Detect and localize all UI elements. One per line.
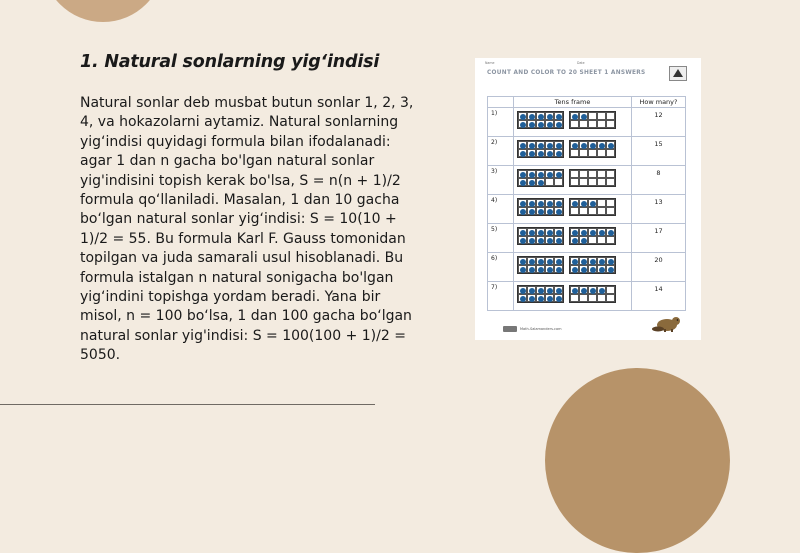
filled-dot-cell	[579, 236, 588, 244]
filled-dot-cell	[554, 199, 563, 207]
filled-dot-cell	[579, 141, 588, 149]
filled-dot-cell	[588, 199, 597, 207]
worksheet-date-label: Date	[577, 61, 585, 65]
filled-dot-cell	[536, 286, 545, 294]
filled-dot-cell	[545, 294, 554, 302]
table-row	[488, 253, 686, 282]
count-answer: 17	[632, 224, 686, 253]
filled-dot-cell	[536, 120, 545, 128]
filled-dot-cell	[527, 120, 536, 128]
filled-dot-cell	[597, 141, 606, 149]
filled-dot-cell	[545, 265, 554, 273]
filled-dot-cell	[606, 141, 615, 149]
tens-frame	[569, 111, 616, 129]
filled-dot-cell	[536, 265, 545, 273]
math-salamanders-logo-icon	[503, 326, 517, 332]
filled-dot-cell	[527, 170, 536, 178]
filled-dot-cell	[545, 257, 554, 265]
empty-cell	[606, 170, 615, 178]
filled-dot-cell	[554, 112, 563, 120]
empty-cell	[579, 207, 588, 215]
empty-cell	[570, 178, 579, 186]
worksheet-footer	[503, 326, 562, 332]
count-answer: 20	[632, 253, 686, 282]
decorative-circle-bottom	[545, 368, 730, 553]
filled-dot-cell	[545, 141, 554, 149]
filled-dot-cell	[536, 141, 545, 149]
tens-frame-table	[487, 96, 686, 311]
empty-cell	[606, 236, 615, 244]
tens-frame	[569, 198, 616, 216]
row-number: 4)	[488, 195, 514, 224]
filled-dot-cell	[554, 149, 563, 157]
table-header-frame: Tens frame	[514, 97, 632, 108]
empty-cell	[597, 170, 606, 178]
filled-dot-cell	[606, 265, 615, 273]
tens-frame	[569, 227, 616, 245]
row-number: 7)	[488, 282, 514, 311]
tens-frame	[517, 256, 564, 274]
filled-dot-cell	[588, 228, 597, 236]
filled-dot-cell	[518, 120, 527, 128]
empty-cell	[597, 178, 606, 186]
beaver-icon	[652, 312, 684, 334]
empty-cell	[597, 236, 606, 244]
filled-dot-cell	[518, 112, 527, 120]
empty-cell	[606, 149, 615, 157]
filled-dot-cell	[579, 228, 588, 236]
tens-frame	[517, 140, 564, 158]
empty-cell	[606, 199, 615, 207]
empty-cell	[570, 149, 579, 157]
worksheet-title: COUNT AND COLOR TO 20 SHEET 1 ANSWERS	[487, 70, 646, 76]
tens-frame	[517, 285, 564, 303]
filled-dot-cell	[606, 228, 615, 236]
tens-frames	[514, 108, 631, 129]
empty-cell	[570, 120, 579, 128]
filled-dot-cell	[606, 257, 615, 265]
filled-dot-cell	[527, 236, 536, 244]
filled-dot-cell	[518, 170, 527, 178]
table-row	[488, 137, 686, 166]
empty-cell	[588, 170, 597, 178]
empty-cell	[606, 120, 615, 128]
empty-cell	[588, 294, 597, 302]
tens-frame	[517, 169, 564, 187]
filled-dot-cell	[545, 236, 554, 244]
slide-body-text: Natural sonlar deb musbat butun sonlar 1, 2, 3, 4, va hokazolarni aytamiz. Natural sonlarning yig‘indisi quyidagi formula bilan ifodalanadi: agar 1 dan n gacha bo'lgan natural sonlar yig'indisini topish kerak bo'lsa, S = n(n + 1)/2 formula qo‘llaniladi. Masalan, 1 dan 10 gacha bo‘lgan natural sonlar yig‘indisi: S = 10(10 + 1)/2 = 55. Bu formula Karl F. Gauss tomonidan topilgan va juda samarali usul hisoblanadi. Bu formula istalgan n natural sonigacha bo'lgan yig‘indini topishga yordam beradi. Yana bir misol, n = 100 bo‘lsa, 1 dan 100 gacha bo‘lgan natural sonlar yig'indisi: S = 100(100 + 1)/2 = 5050.	[80, 95, 414, 364]
filled-dot-cell	[536, 170, 545, 178]
filled-dot-cell	[554, 236, 563, 244]
filled-dot-cell	[545, 149, 554, 157]
worksheet-image	[475, 58, 701, 340]
filled-dot-cell	[554, 286, 563, 294]
filled-dot-cell	[554, 257, 563, 265]
tens-frame	[569, 285, 616, 303]
filled-dot-cell	[545, 199, 554, 207]
filled-dot-cell	[570, 141, 579, 149]
tens-frame	[517, 227, 564, 245]
filled-dot-cell	[527, 257, 536, 265]
empty-cell	[570, 294, 579, 302]
count-answer: 14	[632, 282, 686, 311]
filled-dot-cell	[536, 294, 545, 302]
tens-frame	[517, 198, 564, 216]
empty-cell	[579, 294, 588, 302]
slide-title: 1. Natural sonlarning yig‘indisi	[80, 52, 380, 72]
tens-frame-table-body	[488, 108, 686, 311]
filled-dot-cell	[545, 286, 554, 294]
table-row	[488, 108, 686, 137]
tens-frame	[517, 111, 564, 129]
filled-dot-cell	[570, 236, 579, 244]
filled-dot-cell	[527, 207, 536, 215]
filled-dot-cell	[570, 257, 579, 265]
worksheet-name-label: Name	[485, 61, 495, 65]
filled-dot-cell	[570, 286, 579, 294]
tens-frames-cell	[514, 108, 632, 137]
empty-cell	[606, 294, 615, 302]
empty-cell	[606, 178, 615, 186]
filled-dot-cell	[545, 170, 554, 178]
filled-dot-cell	[545, 207, 554, 215]
tens-frames-cell	[514, 137, 632, 166]
filled-dot-cell	[536, 228, 545, 236]
empty-cell	[588, 120, 597, 128]
tens-frames-cell	[514, 195, 632, 224]
table-row	[488, 166, 686, 195]
filled-dot-cell	[579, 286, 588, 294]
filled-dot-cell	[527, 228, 536, 236]
empty-cell	[588, 207, 597, 215]
filled-dot-cell	[536, 112, 545, 120]
count-answer: 15	[632, 137, 686, 166]
filled-dot-cell	[554, 120, 563, 128]
empty-cell	[597, 294, 606, 302]
filled-dot-cell	[588, 257, 597, 265]
table-row	[488, 224, 686, 253]
filled-dot-cell	[527, 265, 536, 273]
filled-dot-cell	[579, 112, 588, 120]
empty-cell	[597, 207, 606, 215]
empty-cell	[588, 149, 597, 157]
empty-cell	[579, 178, 588, 186]
tens-frames	[514, 224, 631, 245]
filled-dot-cell	[545, 112, 554, 120]
filled-dot-cell	[518, 228, 527, 236]
count-answer: 13	[632, 195, 686, 224]
tens-frames	[514, 282, 631, 303]
empty-cell	[570, 170, 579, 178]
filled-dot-cell	[518, 141, 527, 149]
filled-dot-cell	[570, 265, 579, 273]
filled-dot-cell	[518, 178, 527, 186]
tens-frame	[569, 169, 616, 187]
filled-dot-cell	[570, 228, 579, 236]
empty-cell	[597, 120, 606, 128]
divider-line	[0, 404, 375, 405]
filled-dot-cell	[527, 112, 536, 120]
filled-dot-cell	[518, 265, 527, 273]
empty-cell	[579, 120, 588, 128]
filled-dot-cell	[545, 120, 554, 128]
tens-frames	[514, 137, 631, 158]
empty-cell	[606, 112, 615, 120]
filled-dot-cell	[579, 265, 588, 273]
empty-cell	[570, 207, 579, 215]
filled-dot-cell	[597, 228, 606, 236]
empty-cell	[606, 286, 615, 294]
filled-dot-cell	[570, 199, 579, 207]
tens-frames-cell	[514, 253, 632, 282]
filled-dot-cell	[554, 294, 563, 302]
empty-cell	[588, 236, 597, 244]
filled-dot-cell	[518, 207, 527, 215]
filled-dot-cell	[579, 199, 588, 207]
count-answer: 8	[632, 166, 686, 195]
table-header-count: How many?	[632, 97, 686, 108]
filled-dot-cell	[527, 286, 536, 294]
filled-dot-cell	[579, 257, 588, 265]
worksheet-logo-icon	[669, 66, 687, 81]
row-number: 2)	[488, 137, 514, 166]
filled-dot-cell	[518, 236, 527, 244]
tens-frames-cell	[514, 166, 632, 195]
tens-frames	[514, 253, 631, 274]
filled-dot-cell	[536, 178, 545, 186]
empty-cell	[606, 207, 615, 215]
filled-dot-cell	[518, 286, 527, 294]
table-row	[488, 195, 686, 224]
filled-dot-cell	[518, 149, 527, 157]
filled-dot-cell	[597, 265, 606, 273]
filled-dot-cell	[554, 170, 563, 178]
filled-dot-cell	[554, 207, 563, 215]
filled-dot-cell	[554, 141, 563, 149]
empty-cell	[545, 178, 554, 186]
filled-dot-cell	[527, 199, 536, 207]
filled-dot-cell	[527, 149, 536, 157]
empty-cell	[588, 178, 597, 186]
filled-dot-cell	[536, 257, 545, 265]
tens-frames-cell	[514, 224, 632, 253]
tens-frames-cell	[514, 282, 632, 311]
filled-dot-cell	[518, 294, 527, 302]
tens-frame	[569, 256, 616, 274]
filled-dot-cell	[545, 228, 554, 236]
table-row	[488, 282, 686, 311]
count-answer: 12	[632, 108, 686, 137]
filled-dot-cell	[588, 286, 597, 294]
filled-dot-cell	[518, 257, 527, 265]
empty-cell	[579, 149, 588, 157]
worksheet-footer-text: Math-Salamanders.com	[520, 327, 562, 331]
empty-cell	[597, 149, 606, 157]
filled-dot-cell	[536, 199, 545, 207]
tens-frames	[514, 195, 631, 216]
filled-dot-cell	[588, 141, 597, 149]
filled-dot-cell	[518, 199, 527, 207]
filled-dot-cell	[597, 286, 606, 294]
filled-dot-cell	[554, 265, 563, 273]
row-number: 5)	[488, 224, 514, 253]
filled-dot-cell	[527, 294, 536, 302]
empty-cell	[597, 112, 606, 120]
row-number: 6)	[488, 253, 514, 282]
decorative-circle-top	[42, 0, 164, 22]
filled-dot-cell	[536, 207, 545, 215]
row-number: 3)	[488, 166, 514, 195]
filled-dot-cell	[570, 112, 579, 120]
row-number: 1)	[488, 108, 514, 137]
empty-cell	[588, 112, 597, 120]
filled-dot-cell	[588, 265, 597, 273]
filled-dot-cell	[536, 149, 545, 157]
tens-frames	[514, 166, 631, 187]
empty-cell	[579, 170, 588, 178]
filled-dot-cell	[527, 178, 536, 186]
empty-cell	[597, 199, 606, 207]
filled-dot-cell	[527, 141, 536, 149]
filled-dot-cell	[597, 257, 606, 265]
table-header-blank	[488, 97, 514, 108]
filled-dot-cell	[554, 228, 563, 236]
tens-frame	[569, 140, 616, 158]
empty-cell	[554, 178, 563, 186]
filled-dot-cell	[536, 236, 545, 244]
